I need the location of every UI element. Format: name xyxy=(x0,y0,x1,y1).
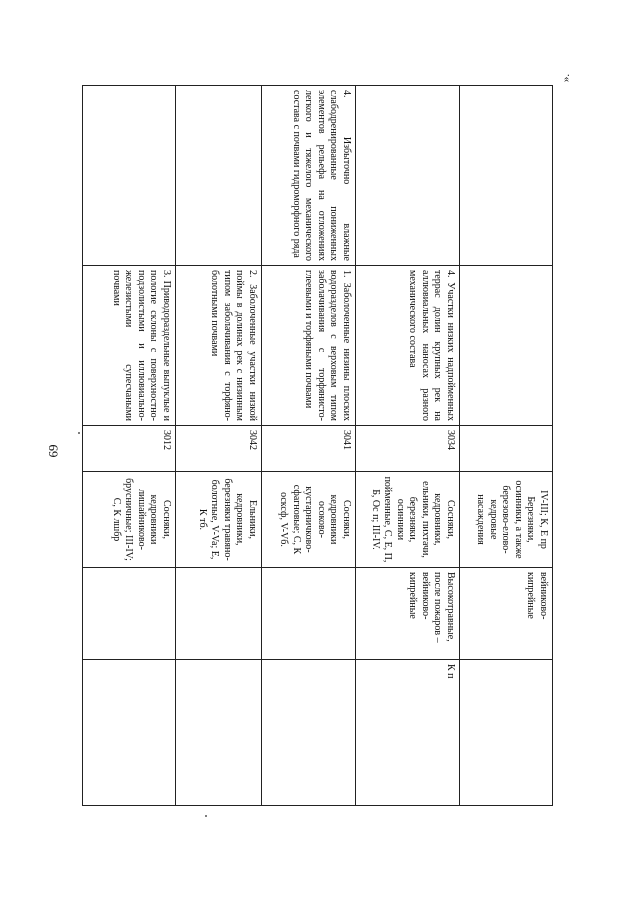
scan-dot xyxy=(78,432,80,434)
types-cell xyxy=(262,568,356,660)
notes-cell xyxy=(83,660,176,806)
zone-cell xyxy=(176,86,262,266)
types-cell xyxy=(176,568,262,660)
types-cell: вейниково-кипрейные xyxy=(460,568,553,660)
rotated-table-container xyxy=(83,85,553,805)
subzone-cell: 2. Заболоченные участки низкой поймы в долинах рек с низинным типом заболачивания с торфяно-болотными почвами xyxy=(176,266,262,426)
table-row xyxy=(460,86,553,806)
code-cell: 3012 xyxy=(83,426,176,472)
zone-cell: 4. Избыточно влажные слабодренированные пониженных элементов рельефа на отложениях легкого и тяжелого механического состава с почвами гидроморфного ряда xyxy=(262,86,356,266)
types-cell xyxy=(83,568,176,660)
forest-classification-table xyxy=(82,85,553,806)
page-number: 69 xyxy=(45,444,61,458)
subzone-cell: 3. Приводораздельные выпуклые и пологие склоны с поверхностно-подзолистыми и иллювиально-железистыми супесчаными почвами xyxy=(83,266,176,426)
subzone-cell: 1. Заболоченные низины плоских водоразделов с верховым типом заболачивания с торфянисто-глеевыми и торфяными почвами xyxy=(262,266,356,426)
forests-cell: Сосняки, кедровники лишайниково-брусничные; III-IV; С, К лшбр xyxy=(83,472,176,568)
notes-cell xyxy=(262,660,356,806)
code-cell: 3041 xyxy=(262,426,356,472)
forests-cell: Сосняки, кедровники осоково-кустарничково-сфагновые; С, К осксф, V-Vб. xyxy=(262,472,356,568)
code-cell xyxy=(460,426,553,472)
forests-cell: Ельники, кедровники, березняки травяно-болотные, V-Va; Е, К тб. xyxy=(176,472,262,568)
scan-dot xyxy=(205,815,207,817)
notes-cell: К п xyxy=(356,660,460,806)
notes-cell xyxy=(176,660,262,806)
table-row xyxy=(262,86,356,806)
forests-cell: IV-III; К, Е пр Березняки, осинники, а также березово-елово-кедровые насаждения xyxy=(460,472,553,568)
table-row xyxy=(356,86,460,806)
forests-cell: Сосняки, кедровники, ельники, пихтачи, березняки, осинники пойменные, С, Е, П, Б, Ос п; III-IV. xyxy=(356,472,460,568)
types-cell: Высокотравные, после пожаров – вейниково-кипрейные xyxy=(356,568,460,660)
notes-cell xyxy=(460,660,553,806)
table-row xyxy=(83,86,176,806)
corner-mark: ». xyxy=(560,73,573,83)
code-cell: 3034 xyxy=(356,426,460,472)
table-row xyxy=(176,86,262,806)
subzone-cell xyxy=(460,266,553,426)
zone-cell xyxy=(83,86,176,266)
zone-cell xyxy=(460,86,553,266)
subzone-cell: 4. Участки низких надпойменных террас долин крупных рек на аллювиальных наносах разного механического состава xyxy=(356,266,460,426)
zone-cell xyxy=(356,86,460,266)
code-cell: 3042 xyxy=(176,426,262,472)
